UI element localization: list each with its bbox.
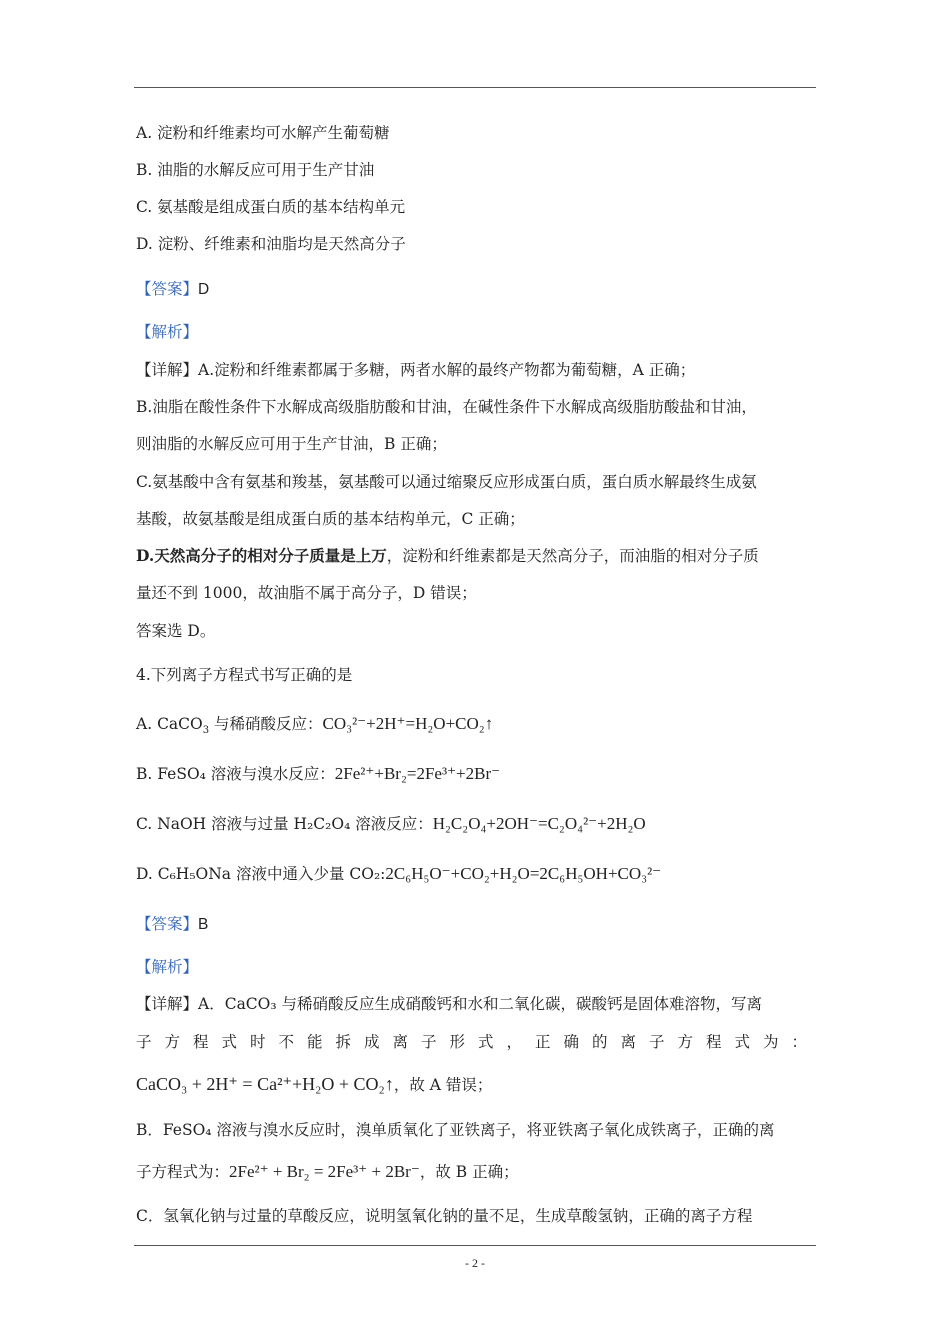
q3-detail-a (136, 359, 695, 381)
answer-value: D (198, 281, 210, 298)
footer-rule (134, 1245, 816, 1246)
detail-d-bold: D.天然高分子的相对分子质量是上万 (136, 546, 387, 565)
answer-label: 【答案】 (136, 280, 199, 298)
q3-conclusion: 答案选 D。 (136, 622, 216, 640)
q3-detail-b2: 则油脂的水解反应可用于生产甘油，B 正确； (136, 435, 447, 453)
q4-detail-b2 (136, 1161, 519, 1183)
q4-detail-a2: 子方程式时不能拆成离子形式，正确的离子方程式为： (136, 1033, 821, 1051)
opt-prefix: C. (136, 815, 158, 833)
equation: 2Fe²⁺ + Br₂ = 2Fe³⁺ + 2Br⁻ (229, 1162, 420, 1181)
equation: H₂C₂O₄+2OH⁻=C₂O₄²⁻+2H₂O (432, 814, 646, 833)
choice-b: B. 油脂的水解反应可用于生产甘油 (136, 161, 375, 179)
detail-label: 【详解】 (136, 995, 199, 1013)
detail-d-rest: ，淀粉和纤维素都是天然高分子，而油脂的相对分子质 (386, 547, 759, 565)
opt-text: FeSO₄ 溶液与溴水反应： (157, 765, 335, 783)
opt-text: CaCO (157, 715, 203, 733)
choice-d: D. 淀粉、纤维素和油脂均是天然高分子 (136, 235, 406, 253)
q4-option-a (136, 713, 493, 735)
header-rule (134, 87, 816, 88)
q3-detail-c1: C.氨基酸中含有氨基和羧基，氨基酸可以通过缩聚反应形成蛋白质，蛋白质水解最终生成氨 (136, 473, 757, 491)
answer-label: 【答案】 (136, 915, 199, 933)
opt-prefix: D. (136, 865, 158, 883)
opt-prefix: A. (136, 715, 158, 733)
equation: 2Fe²⁺+Br₂=2Fe³⁺+2Br⁻ (334, 764, 501, 783)
detail-tail: ，故 B 正确； (419, 1163, 519, 1181)
choice-a: A. 淀粉和纤维素均可水解产生葡萄糖 (136, 124, 390, 142)
detail-label: 【详解】 (136, 361, 199, 379)
equation: CO₃²⁻+2H⁺=H₂O+CO₂↑ (322, 714, 494, 733)
q3-detail-c2: 基酸，故氨基酸是组成蛋白质的基本结构单元，C 正确； (136, 510, 525, 528)
detail-text: A．CaCO₃ 与稀硝酸反应生成硝酸钙和水和二氧化碳，碳酸钙是固体难溶物，写离 (198, 995, 763, 1013)
q4-answer (136, 913, 208, 936)
q3-analysis-label: 【解析】 (136, 323, 199, 341)
q4-detail-a1 (136, 993, 762, 1015)
opt-text: C₆H₅ONa 溶液中通入少量 CO₂: (157, 865, 386, 883)
q4-option-b (136, 763, 500, 785)
q4-option-d (136, 863, 661, 885)
q4-detail-a3 (136, 1073, 492, 1096)
choice-c: C. 氨基酸是组成蛋白质的基本结构单元 (136, 198, 406, 216)
q4-detail-b1: B．FeSO₄ 溶液与溴水反应时，溴单质氧化了亚铁离子，将亚铁离子氧化成铁离子，正确的离 (136, 1121, 775, 1139)
q3-detail-d1 (136, 545, 759, 567)
page-number: - 2 - (465, 1256, 485, 1270)
opt-text-after: 与稀硝酸反应： (209, 715, 323, 733)
equation: 2C₆H₅O⁻+CO₂+H₂O=2C₆H₅OH+CO₃²⁻ (385, 864, 662, 883)
q3-detail-d2: 量还不到 1000，故油脂不属于高分子，D 错误； (136, 584, 477, 602)
opt-prefix: B. (136, 765, 158, 783)
opt-sub: 3 (202, 725, 210, 737)
detail-text: A.淀粉和纤维素都属于多糖，两者水解的最终产物都为葡萄糖，A 正确； (198, 361, 696, 379)
detail-tail: ，故 A 错误； (393, 1076, 493, 1094)
q4-analysis-label: 【解析】 (136, 958, 199, 976)
q4-stem: 4.下列离子方程式书写正确的是 (136, 666, 353, 684)
q3-detail-b1: B.油脂在酸性条件下水解成高级脂肪酸和甘油，在碱性条件下水解成高级脂肪酸盐和甘油， (136, 398, 757, 416)
equation: CaCO₃ + 2H⁺ = Ca²⁺+H₂O + CO₂↑ (136, 1074, 394, 1094)
opt-text: NaOH 溶液与过量 H₂C₂O₄ 溶液反应： (157, 815, 433, 833)
detail-lead: 子方程式为： (136, 1163, 230, 1181)
answer-value: B (198, 916, 209, 933)
q4-option-c (136, 813, 646, 835)
q4-detail-c1: C．氢氧化钠与过量的草酸反应，说明氢氧化钠的量不足，生成草酸氢钠，正确的离子方程 (136, 1207, 753, 1225)
q3-answer (136, 278, 209, 301)
